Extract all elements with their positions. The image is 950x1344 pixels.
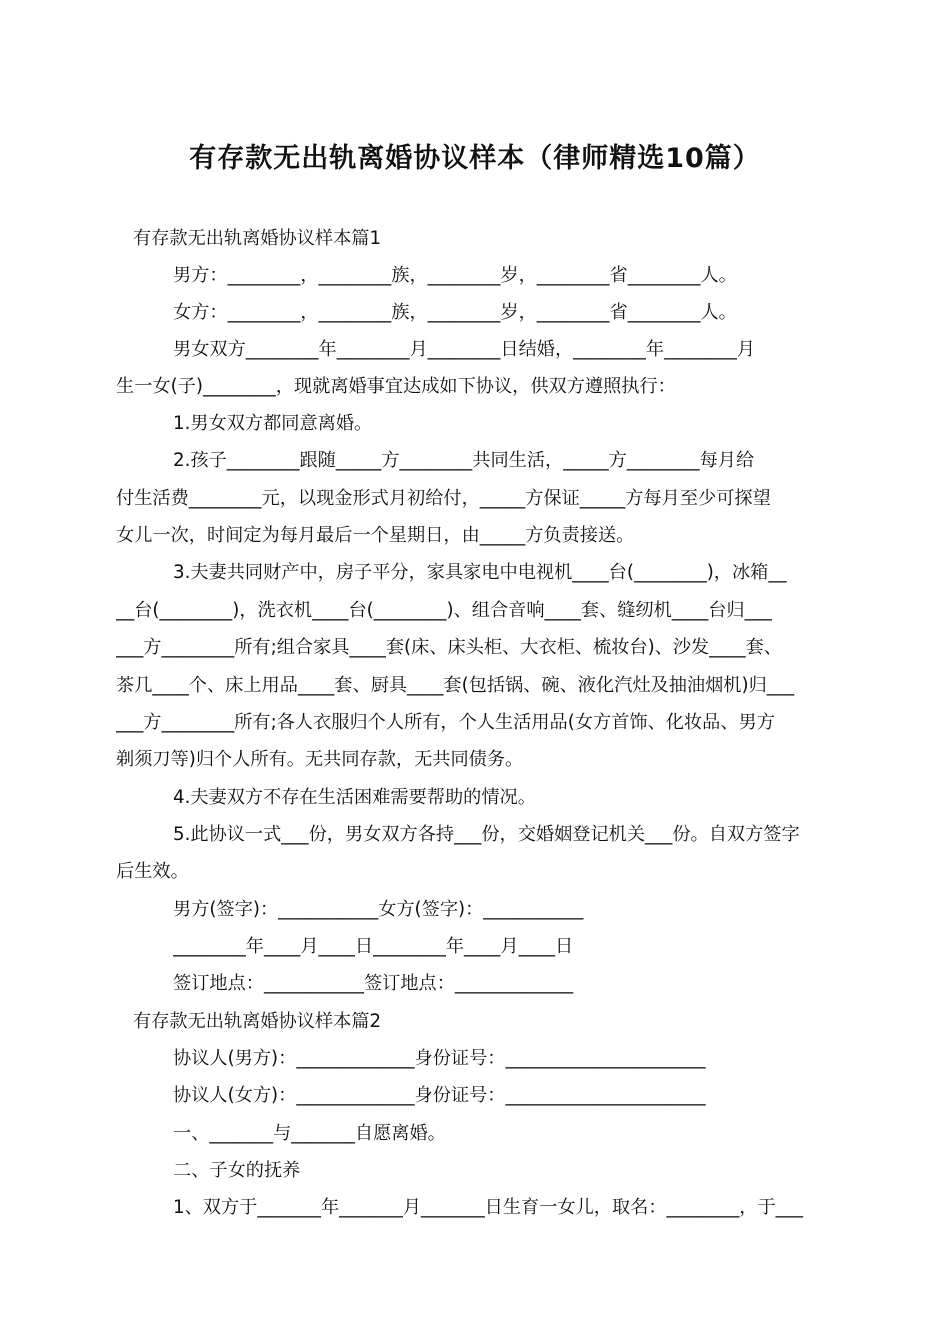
paragraph-line: 1、双方于_______年_______月_______日生育一女儿，取名：________，于___: [173, 1197, 803, 1218]
paragraph-line: 茶几____个、床上用品____套、厨具____套(包括锅、碗、液化汽灶及抽油烟机)归___: [116, 675, 795, 696]
paragraph-line: 付生活费________元，以现金形式月初给付，_____方保证_____方每月至少可探望: [116, 488, 771, 509]
paragraph-line: 女儿一次，时间定为每月最后一个星期日，由_____方负责接送。: [116, 525, 635, 546]
paragraph-line: 女方：________，________族，________岁，________省________人。: [173, 302, 737, 323]
paragraph-line: 剃须刀等)归个人所有。无共同存款，无共同债务。: [116, 749, 524, 770]
section-heading-1: 有存款无出轨离婚协议样本篇1: [133, 228, 382, 249]
section-heading-2: 有存款无出轨离婚协议样本篇2: [133, 1011, 382, 1032]
paragraph-line: 2.孩子________跟随_____方________共同生活，_____方________每月给: [173, 450, 755, 471]
location-line: 签订地点：___________签订地点：_____________: [173, 973, 574, 994]
paragraph-line: 男女双方________年________月________日结婚，________年________月: [173, 339, 756, 360]
paragraph-line: 男方：________，________族，________岁，________省________人。: [173, 265, 737, 286]
paragraph-line: 4.夫妻双方不存在生活困难需要帮助的情况。: [173, 787, 536, 808]
paragraph-line: 5.此协议一式___份，男女双方各持___份，交婚姻登记机关___份。自双方签字: [173, 824, 800, 845]
paragraph-line: 生一女(子)________，现就离婚事宜达成如下协议，供双方遵照执行：: [116, 376, 676, 397]
date-line: ________年____月____日________年____月____日: [173, 936, 574, 957]
paragraph-line: 一、_______与_______自愿离婚。: [173, 1123, 446, 1144]
signature-line: 男方(签字)：___________女方(签字)：___________: [173, 899, 584, 920]
paragraph-line: ___方________所有;组合家具____套(床、床头柜、大衣柜、梳妆台)、沙发____套、: [116, 637, 782, 658]
paragraph-line: __台(________)，洗衣机____台(________)、组合音响____套、缝纫机____台归___: [116, 600, 772, 621]
paragraph-line: 1.男女双方都同意离婚。: [173, 413, 373, 434]
paragraph-line: 3.夫妻共同财产中，房子平分，家具家电中电视机____台(________)，冰箱__: [173, 562, 787, 583]
paragraph-line: 协议人(男方)：_____________身份证号：______________________: [173, 1048, 706, 1069]
paragraph-line: 二、子女的抚养: [173, 1160, 301, 1181]
document-title: 有存款无出轨离婚协议样本（律师精选10篇）: [189, 143, 761, 174]
paragraph-line: 协议人(女方)：_____________身份证号：______________________: [173, 1085, 706, 1106]
paragraph-line: ___方________所有;各人衣服归个人所有，个人生活用品(女方首饰、化妆品、男方: [116, 712, 775, 733]
paragraph-line: 后生效。: [116, 861, 189, 882]
